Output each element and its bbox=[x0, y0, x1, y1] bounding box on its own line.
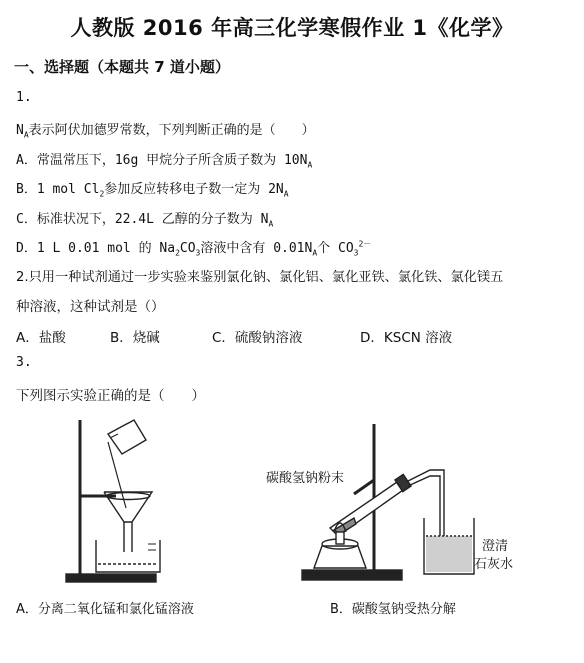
q2-option-d: D．KSCN 溶液 bbox=[360, 330, 453, 346]
section-heading: 一、选择题（本题共 7 道小题） bbox=[14, 58, 230, 76]
q1-option-b: B．1 mol $Cl_2$参加反应转移电子数一定为 $2N_A$ bbox=[16, 182, 289, 199]
q1-option-c: C．标准状况下，22.4L 乙醇的分子数为 $N_A$ bbox=[16, 212, 274, 229]
page-title: 人教版 2016 年高三化学寒假作业 1《化学》 bbox=[70, 16, 514, 40]
q1-option-d: D．1 L 0.01 mol 的 $Na_2CO_3$溶液中含有 $0.01N_A$个 $CO_3^{2-}$ bbox=[16, 239, 372, 258]
q2-options bbox=[0, 326, 584, 346]
label-sodium-bicarbonate-powder: 碳酸氢钠粉末 bbox=[266, 471, 345, 486]
filtration-apparatus-figure bbox=[60, 412, 170, 587]
q2-option-a: A．盐酸 bbox=[16, 330, 66, 346]
q1-stem: $N_A$表示阿伏加德罗常数，下列判断正确的是（ ） bbox=[16, 123, 315, 140]
q3-number: 3. bbox=[16, 355, 32, 370]
label-clear: 澄清 bbox=[482, 539, 509, 554]
q3-figure-b-caption: B．碳酸氢钠受热分解 bbox=[330, 602, 456, 617]
q2-option-c: C．硫酸钠溶液 bbox=[212, 330, 303, 346]
q1-option-a: A．常温常压下，16g 甲烷分子所含质子数为 $10N_A$ bbox=[16, 153, 313, 170]
q2-stem-line2: 种溶液，这种试剂是（） bbox=[16, 299, 165, 315]
q3-stem: 下列图示实验正确的是（ ） bbox=[16, 388, 205, 404]
q1-number: 1. bbox=[16, 90, 32, 105]
label-limewater: 石灰水 bbox=[474, 557, 514, 572]
q2-option-b: B．烧碱 bbox=[110, 330, 160, 346]
q3-figure-a-caption: A．分离二氧化锰和氯化锰溶液 bbox=[16, 602, 194, 617]
q2-stem-line1: 2.只用一种试剂通过一步实验来鉴别氯化钠、氯化铝、氯化亚铁、氯化铁、氯化镁五 bbox=[16, 270, 504, 285]
heating-apparatus-figure bbox=[262, 418, 532, 588]
